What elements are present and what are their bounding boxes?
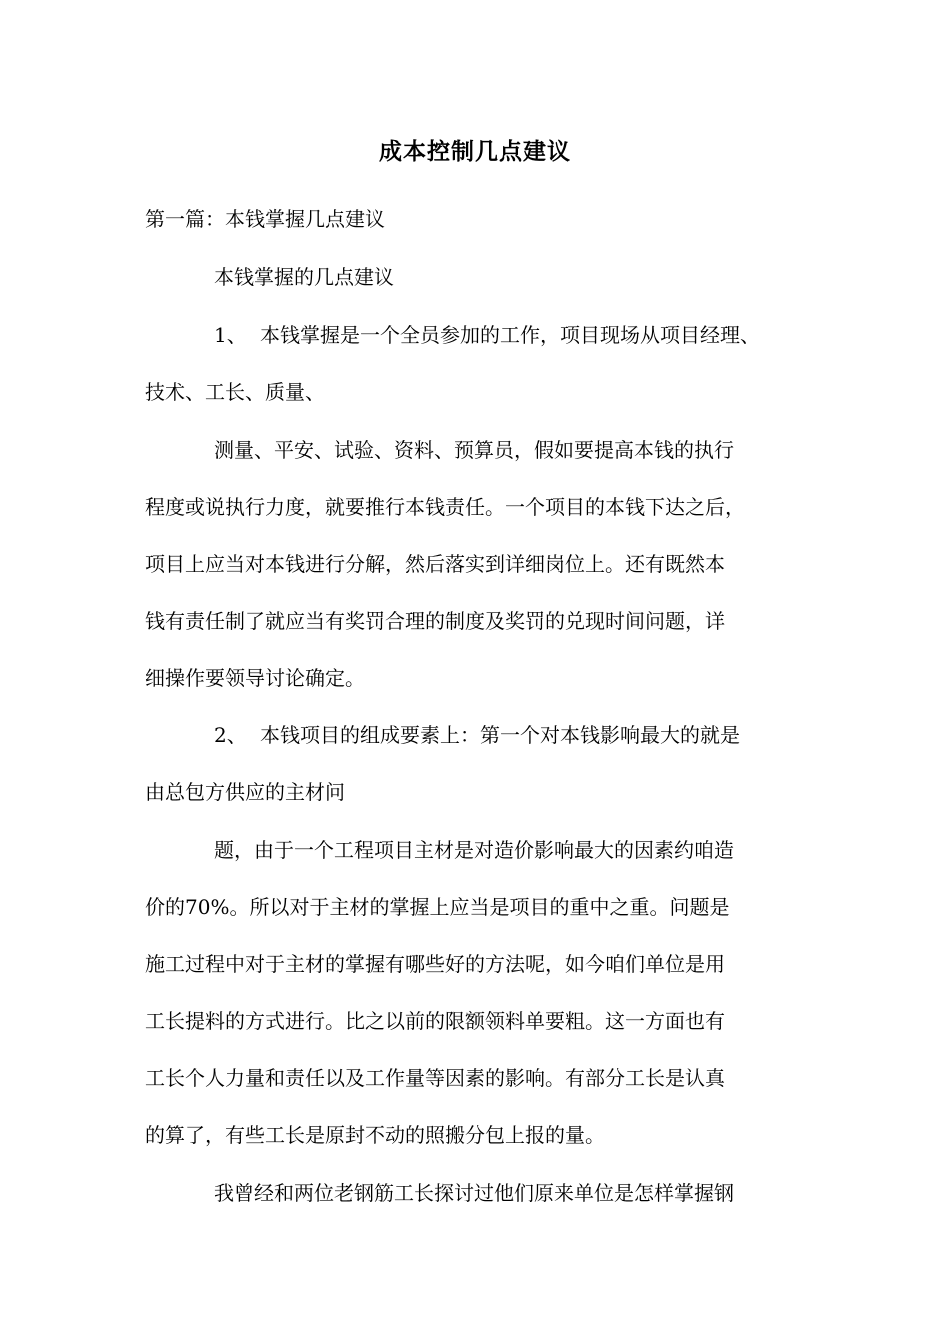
subheading: 本钱掌握的几点建议: [214, 265, 394, 289]
paragraph-line: 程度或说执行力度，就要推行本钱责任。一个项目的本钱下达之后，: [145, 495, 745, 519]
list-item-1-text: 本钱掌握是一个全员参加的工作，项目现场从项目经理、: [260, 323, 760, 347]
document-title: 成本控制几点建议: [379, 139, 571, 165]
paragraph-line: 细操作要领导讨论确定。: [145, 666, 365, 690]
paragraph-line: 工长个人力量和责任以及工作量等因素的影响。有部分工长是认真: [145, 1066, 725, 1090]
paragraph-line: 施工过程中对于主材的掌握有哪些好的方法呢，如今咱们单位是用: [145, 952, 725, 976]
list-number-1: 1、: [214, 323, 247, 347]
list-number-2: 2、: [214, 723, 247, 747]
paragraph-line: 钱有责任制了就应当有奖罚合理的制度及奖罚的兑现时间问题，详: [145, 609, 725, 633]
paragraph-line-2: [214, 720, 740, 750]
section-heading: 第一篇：本钱掌握几点建议: [145, 207, 385, 231]
paragraph-line: 项目上应当对本钱进行分解，然后落实到详细岗位上。还有既然本: [145, 552, 725, 576]
paragraph-line: 技术、工长、质量、: [145, 380, 325, 404]
paragraph-line-1: [214, 320, 760, 350]
paragraph-line: 价的70%。所以对于主材的掌握上应当是项目的重中之重。问题是: [145, 895, 730, 919]
list-item-2-text: 本钱项目的组成要素上：第一个对本钱影响最大的就是: [260, 723, 740, 747]
paragraph-line: 我曾经和两位老钢筋工长探讨过他们原来单位是怎样掌握钢: [214, 1181, 734, 1205]
paragraph-line: 的算了，有些工长是原封不动的照搬分包上报的量。: [145, 1123, 605, 1147]
paragraph-line: 题，由于一个工程项目主材是对造价影响最大的因素约咱造: [214, 838, 734, 862]
paragraph-line: 由总包方供应的主材问: [145, 780, 345, 804]
paragraph-line: 工长提料的方式进行。比之以前的限额领料单要粗。这一方面也有: [145, 1009, 725, 1033]
paragraph-line: 测量、平安、试验、资料、预算员，假如要提高本钱的执行: [214, 438, 734, 462]
